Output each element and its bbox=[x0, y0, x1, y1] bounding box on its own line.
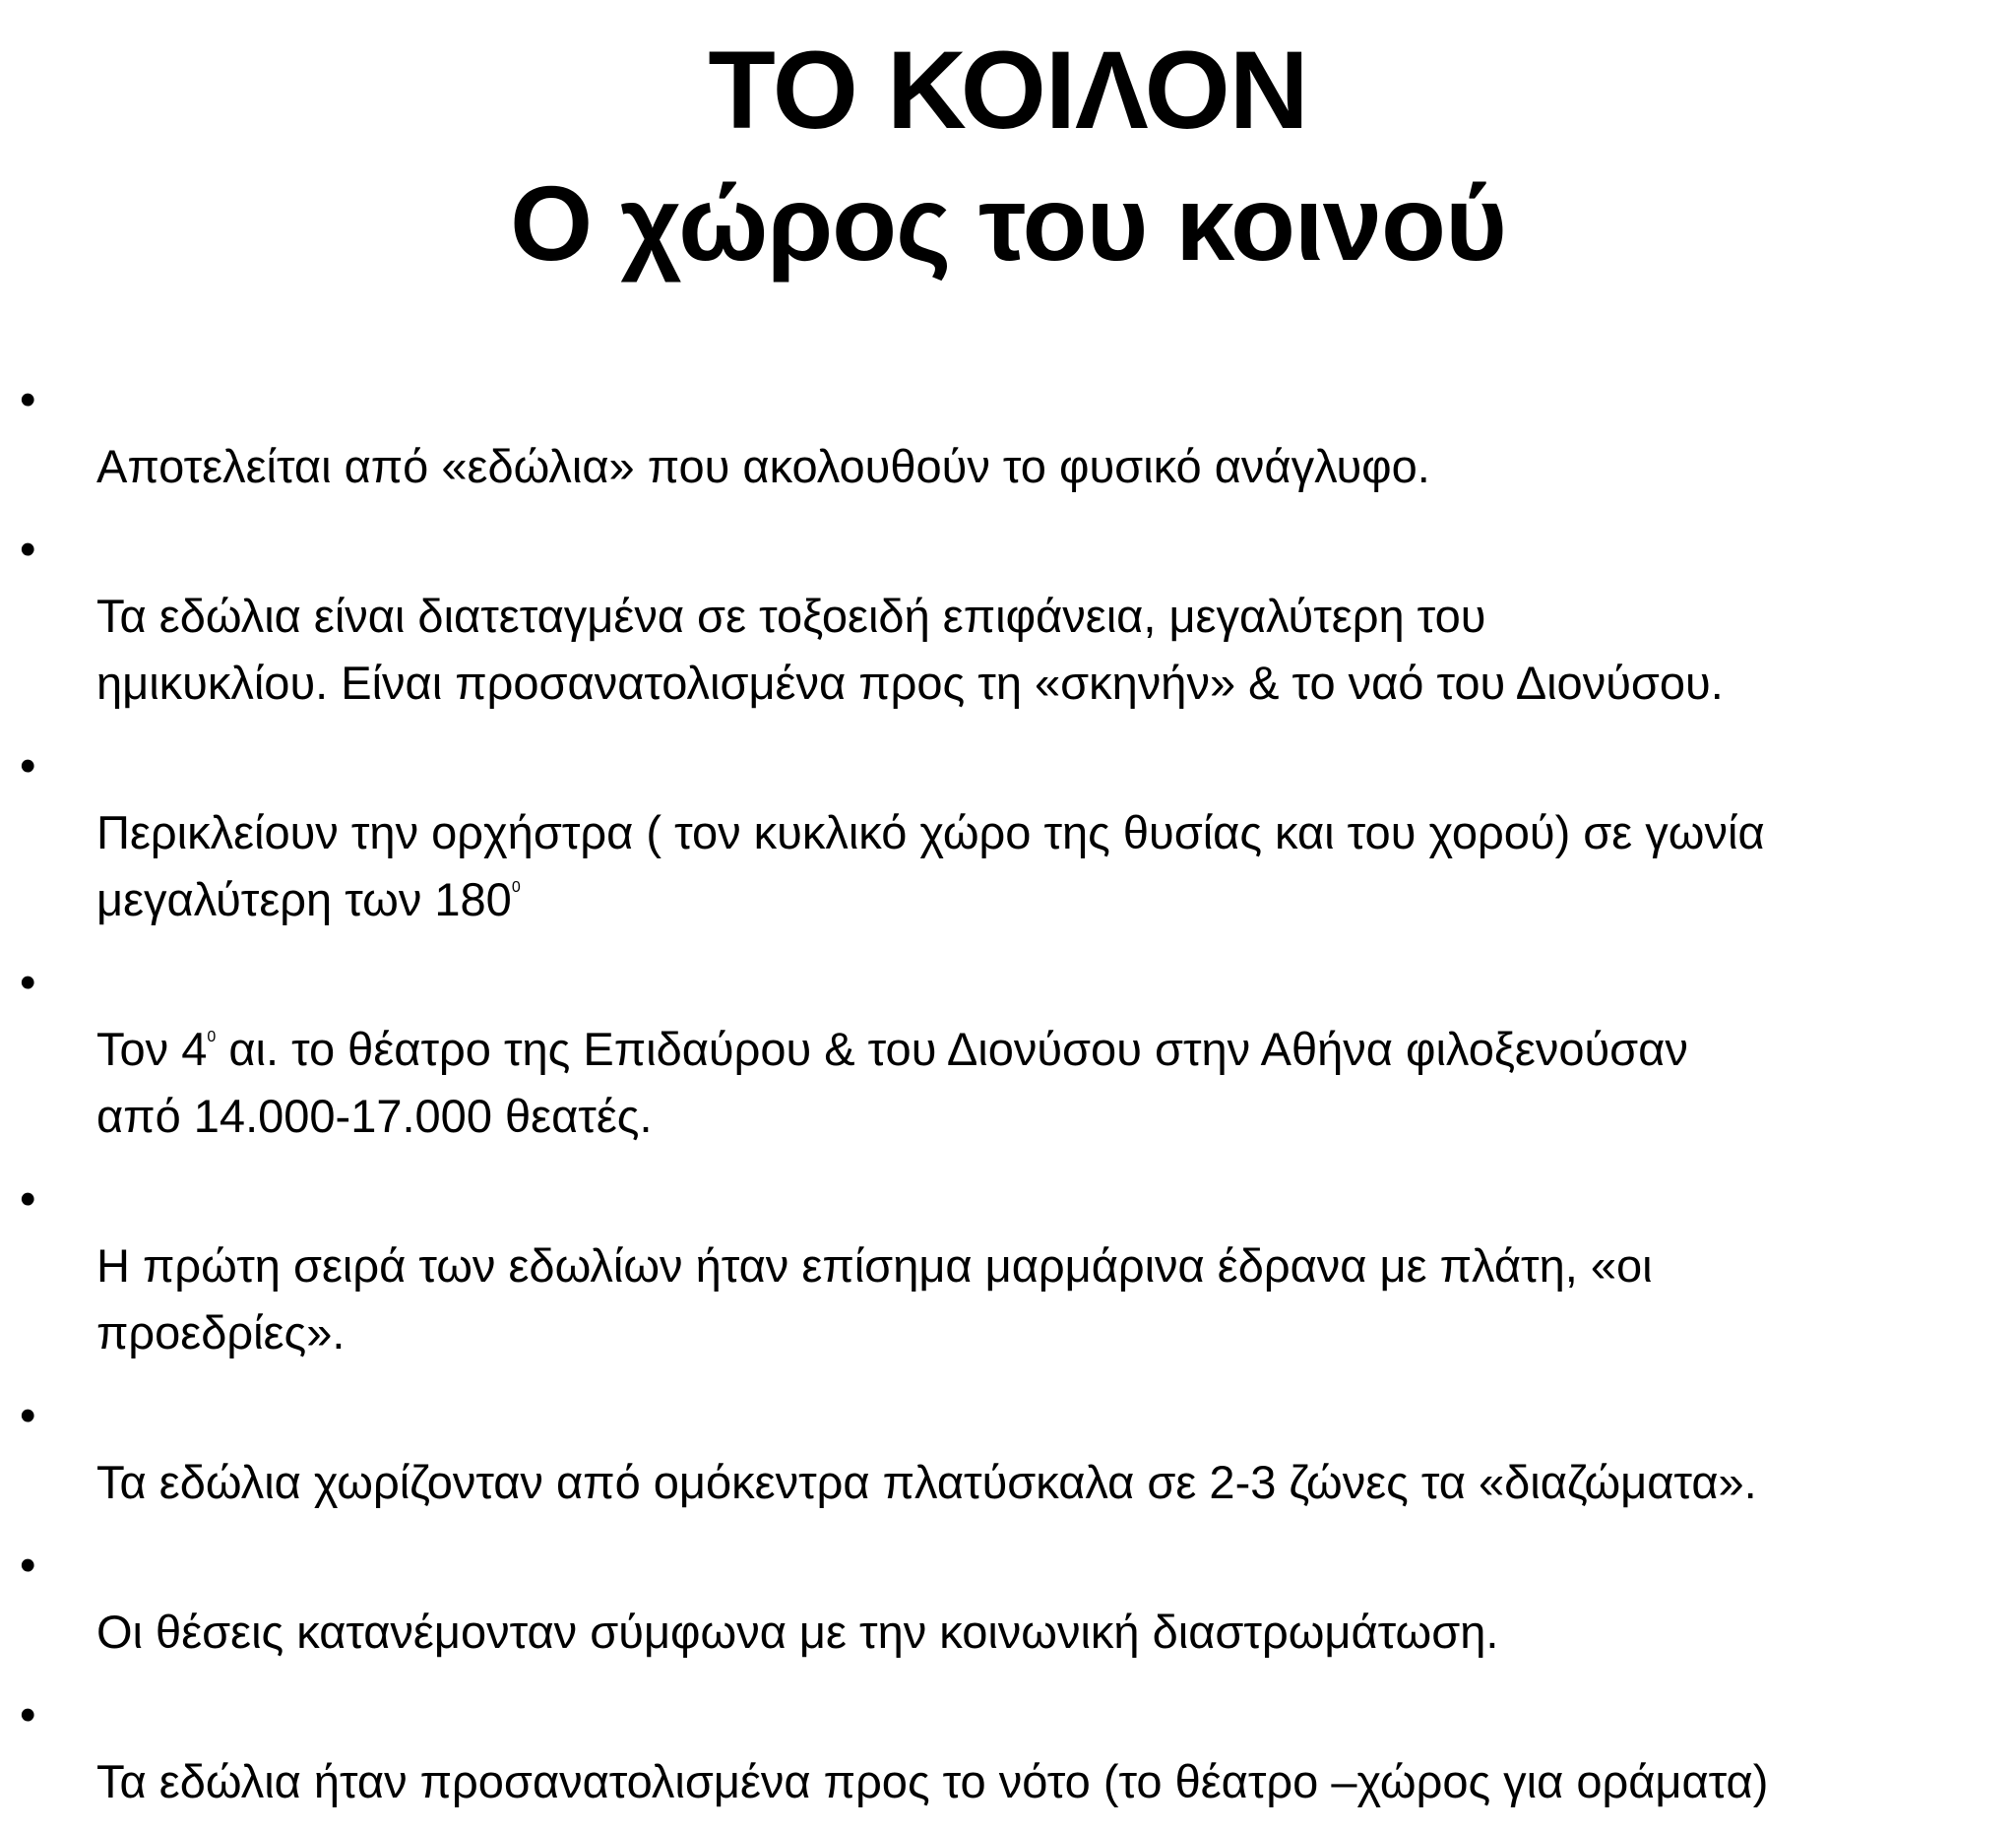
bullet-icon: • bbox=[20, 1688, 36, 1740]
bullet-text-continued: αι. το θέατρο της Επιδαύρου & του Διονύσου στην Αθήνα φιλοξενούσαν από 14.000-17.000 θεατές. bbox=[96, 1023, 1688, 1142]
bullet-icon: • bbox=[20, 373, 36, 425]
bullet-text: Περικλείουν την ορχήστρα ( τον κυκλικό χώρο της θυσίας και του χορού) σε γωνία μεγαλύτερη των 180 bbox=[96, 806, 1765, 925]
bullet-item bbox=[20, 732, 2008, 933]
bullet-icon: • bbox=[20, 1172, 36, 1225]
bullet-item bbox=[20, 366, 2008, 500]
bullet-text: Αποτελείται από «εδώλια» που ακολουθούν το φυσικό ανάγλυφο. bbox=[96, 440, 1430, 492]
bullet-text: Τα εδώλια χωρίζονταν από ομόκεντρα πλατύσκαλα σε 2-3 ζώνες τα «διαζώματα». bbox=[96, 1456, 1757, 1508]
bullet-item bbox=[20, 516, 2008, 717]
bullet-icon: • bbox=[20, 1389, 36, 1441]
ordinal-superscript: 0 bbox=[207, 1029, 217, 1045]
title-block bbox=[0, 28, 2016, 293]
bullet-item bbox=[20, 949, 2008, 1150]
bullet-icon: • bbox=[20, 739, 36, 791]
slide-title: ΤΟ ΚΟΙΛΟΝ bbox=[708, 29, 1308, 152]
degree-superscript: 0 bbox=[511, 879, 521, 896]
bullet-icon: • bbox=[20, 1539, 36, 1591]
bullet-text: Τον 4 bbox=[96, 1023, 208, 1075]
bullet-text: Τα εδώλια είναι διατεταγμένα σε τοξοειδή επιφάνεια, μεγαλύτερη του ημικυκλίου. Είναι προσανατολισμένα προς τη «σκηνήν» & το ναό του Διονύσου. bbox=[96, 590, 1724, 709]
slide-subtitle: Ο χώρος του κοινού bbox=[510, 163, 1506, 283]
bullet-text: Η πρώτη σειρά των εδωλίων ήταν επίσημα μαρμάρινα έδρανα με πλάτη, «οι προεδρίες». bbox=[96, 1239, 1653, 1358]
bullet-item bbox=[20, 1166, 2008, 1366]
bullet-list bbox=[20, 366, 2008, 1831]
bullet-item bbox=[20, 1681, 2008, 1815]
bullet-icon: • bbox=[20, 956, 36, 1008]
bullet-icon: • bbox=[20, 523, 36, 575]
bullet-item bbox=[20, 1382, 2008, 1516]
bullet-text: Οι θέσεις κατανέμονταν σύμφωνα με την κοινωνική διαστρωμάτωση. bbox=[96, 1606, 1499, 1658]
bullet-item bbox=[20, 1532, 2008, 1666]
bullet-text: Τα εδώλια ήταν προσανατολισμένα προς το νότο (το θέατρο –χώρος για οράματα) bbox=[96, 1755, 1769, 1807]
